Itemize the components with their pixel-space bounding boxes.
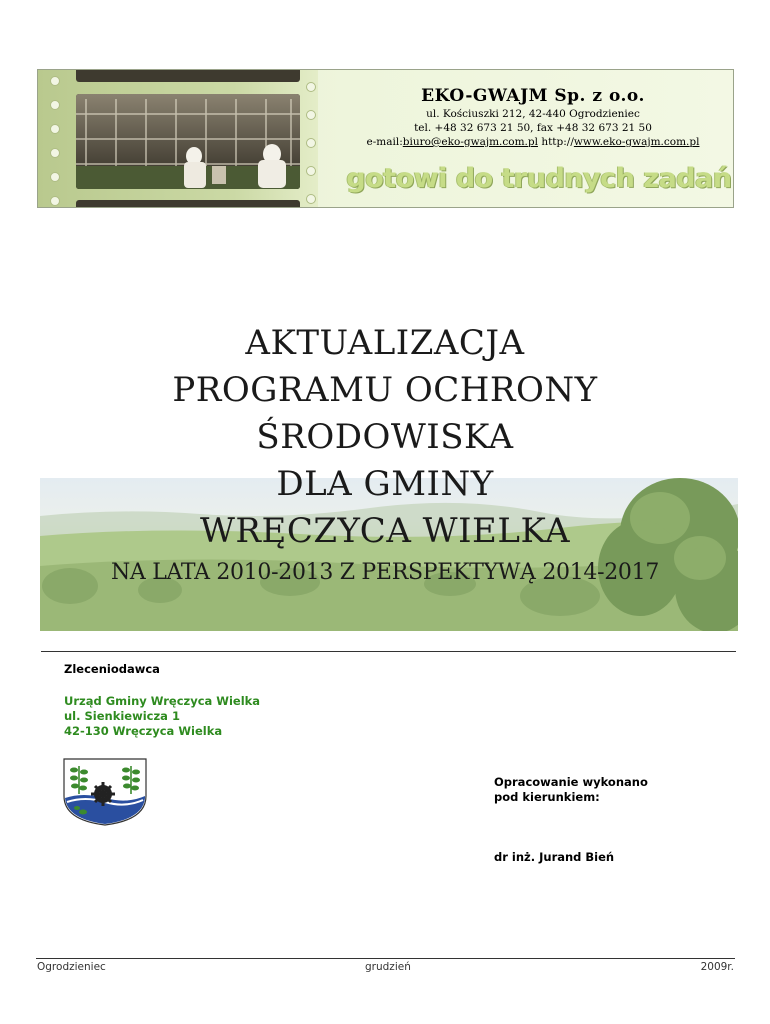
author-name: dr inż. Jurand Bień [494,850,615,864]
document-title [0,320,770,555]
company-banner [37,69,734,208]
section-divider [41,651,736,652]
photo-frame-top [76,69,300,82]
client-street: ul. Sienkiewicza 1 [64,709,180,723]
company-slogan: gotowi do trudnych zadań [346,163,732,194]
company-address: ul. Kościuszki 212, 42-440 Ogrodzieniec [426,108,640,120]
document-subtitle: NA LATA 2010-2013 Z PERSPEKTYWĄ 2014-2017 [110,560,660,585]
footer-month: grudzień [365,961,411,973]
scaffolding-photo [76,94,300,189]
website-link[interactable]: www.eko-gwajm.com.pl [573,136,700,148]
company-web-contacts [338,136,728,148]
prepared-line-2: pod kierunkiem: [494,790,600,804]
prepared-by [494,775,648,805]
photo-frame-bottom [76,200,300,208]
client-label: Zleceniodawca [64,662,160,676]
client-name: Urząd Gminy Wręczyca Wielka [64,694,261,708]
title-line: AKTUALIZACJA [245,323,525,363]
footer-divider [36,958,735,959]
email-link[interactable]: biuro@eko-gwajm.com.pl [402,136,538,148]
title-line: ŚRODOWISKA [256,417,514,457]
client-city: 42-130 Wręczyca Wielka [64,724,223,738]
footer-year: 2009r. [700,961,734,973]
company-contact [338,86,728,148]
company-name: EKO-GWAJM Sp. z o.o. [421,86,645,106]
company-phone-fax: tel. +48 32 673 21 50, fax +48 32 673 21 50 [414,122,652,134]
prepared-line-1: Opracowanie wykonano [494,775,648,789]
title-line: DLA GMINY [276,464,494,504]
title-line: WRĘCZYCA WIELKA [199,511,571,551]
municipality-crest-icon [63,758,147,830]
title-line: PROGRAMU OCHRONY [172,370,598,410]
photo-filmstrip [38,70,318,208]
client-details [64,694,260,739]
email-label: e-mail: [366,136,403,148]
www-label: http:// [541,136,574,148]
footer-place: Ogrodzieniec [37,961,106,973]
